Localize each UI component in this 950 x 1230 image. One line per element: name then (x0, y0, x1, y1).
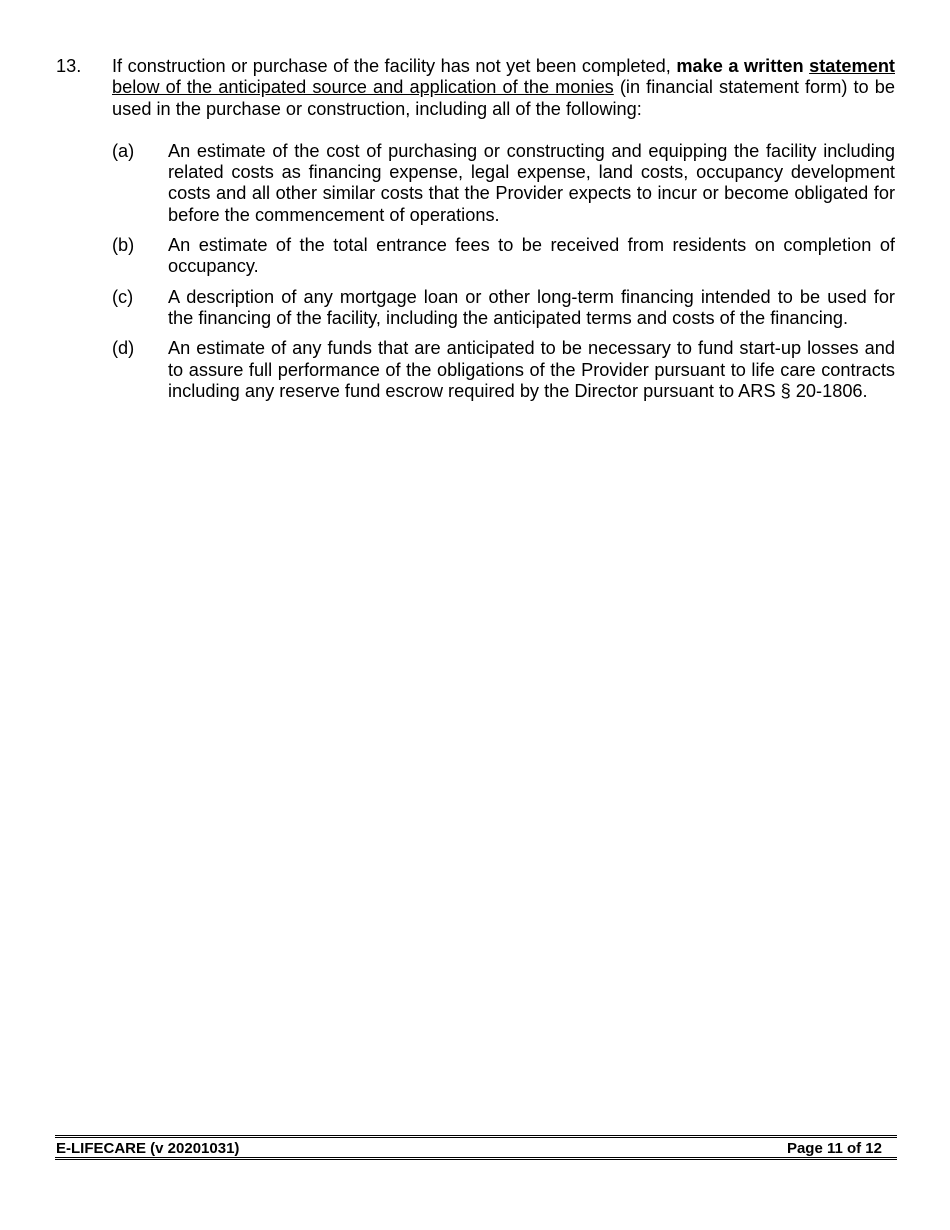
subitem-text: A description of any mortgage loan or other long-term financing intended to be used for the financing of the facility, including the anticipated terms and costs of the financing. (168, 286, 895, 328)
item-13 (56, 56, 895, 411)
subitem-text: An estimate of the total entrance fees to be received from residents on completion of occupancy. (168, 235, 895, 277)
subitem-label: (c) (112, 286, 134, 307)
instruction-text-start: If construction or purchase of the facility has not yet been completed, (112, 56, 677, 76)
instruction-underlined-text: below of the anticipated source and application of the monies (112, 77, 614, 98)
page-footer (55, 1135, 897, 1160)
page-number: Page 11 of 12 (786, 1140, 882, 1157)
instruction-text-end: (in financial statement form) to be used in the purchase or construction, including all of the following: (112, 77, 895, 119)
subitem-label: (d) (112, 338, 135, 359)
instruction-bold-text: make a written (676, 56, 810, 76)
subitem-c (112, 287, 895, 330)
subitem-a (112, 141, 895, 226)
subitem-text: An estimate of the cost of purchasing or constructing and equipping the facility including related costs as financing expense, legal expense, land costs, occupancy development costs and all other similar costs that the Provider expects to incur or become obligated for before the commencement of operations. (168, 140, 895, 225)
subitem-d (112, 338, 895, 402)
instruction-bold-underlined-text: statement (809, 56, 895, 76)
subitem-list (112, 141, 895, 402)
item-instruction (112, 56, 895, 120)
item-number: 13. (56, 56, 82, 76)
subitem-b (112, 235, 895, 278)
subitem-text: An estimate of any funds that are anticipated to be necessary to fund start-up losses and to assure full performance of the obligations of the Provider pursuant to life care contracts including any reserve fund escrow required by the Director pursuant to ARS § 20-1806. (168, 338, 895, 401)
subitem-label: (b) (112, 235, 135, 256)
subitem-label: (a) (112, 140, 135, 161)
form-identifier: E-LIFECARE (v 20201031) (56, 1140, 240, 1157)
